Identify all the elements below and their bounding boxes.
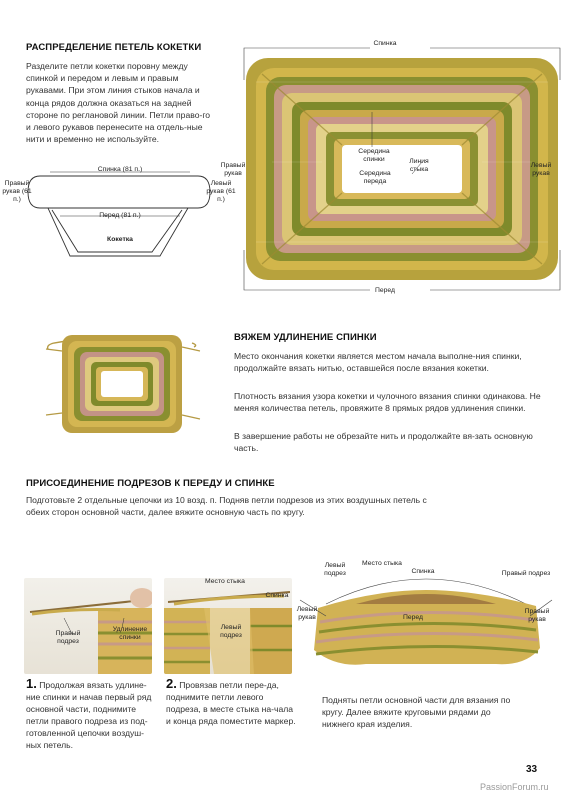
photo5-right-sleeve-label: Правый рукав: [524, 608, 550, 623]
photo5-back-label: Спинка: [411, 568, 435, 575]
photo1-back-center-label: Середина спинки: [358, 148, 390, 163]
photo1-brackets: [230, 40, 575, 300]
photo5-seam-point-label: Место стыка: [362, 560, 402, 567]
section1-paragraph: Разделите петли кокетки поровну между спинкой и передом и левым и правым рукавами. При этом линия стыков начала и конца рядов должна оказаться на задней стороне по реглановой линии. Петли право-го и левого рукавов перенесите на отдель-ные нити и временно не используйте.: [26, 61, 211, 145]
photo5-right-gusset-label: Правый подрез: [501, 570, 551, 577]
caption-step-1: [26, 678, 156, 751]
schematic-yoke-label: Кокетка: [107, 236, 133, 243]
schematic-left-sleeve-label: Левый рукав (61 п.): [206, 180, 236, 203]
section2-paragraph-2: Плотность вязания узора кокетки и чулочного вязания спинки одинакова. Не меняя количества петель, провяжите 8 прямых рядов удлинения спинки.: [234, 391, 541, 414]
section2-paragraph-1: Место окончания кокетки является местом начала выполне-ния спинки, продолжайте вязать нитью, оставшейся после вязания кокетки.: [234, 351, 522, 374]
photo5-left-sleeve-label: Левый рукав: [296, 606, 318, 621]
photo4-left-gusset-label: Левый подрез: [220, 624, 242, 639]
photo4-back-label: Спинка: [265, 592, 289, 599]
schematic-right-sleeve-label: Правый рукав (61 п.): [2, 180, 32, 203]
photo1-front-center-label: Середина переда: [359, 170, 391, 185]
schematic-front-label: Перед (81 п.): [99, 212, 141, 219]
caption-step-3: Подняты петли основной части для вязания по кругу. Далее вяжите круговыми рядами до нижнего края изделия.: [322, 695, 511, 729]
photo1-seam-line-label: Линия стыка: [409, 158, 429, 173]
photo4-seam-point-label: Место стыка: [205, 578, 245, 585]
watermark: PassionForum.ru: [480, 782, 549, 792]
caption-step-1-number: 1.: [26, 676, 37, 691]
page-number: 33: [526, 764, 538, 775]
photo1-front-label: Перед: [374, 287, 396, 294]
section1-heading: РАСПРЕДЕЛЕНИЕ ПЕТЕЛЬ КОКЕТКИ: [26, 42, 202, 53]
photo1-right-sleeve-label: Правый рукав: [220, 162, 246, 177]
photo3-right-gusset-label: Правый подрез: [55, 630, 81, 645]
photo1-left-sleeve-label: Левый рукав: [530, 162, 552, 177]
schematic-back-label: Спинка (81 п.): [97, 166, 143, 173]
caption-step-1-text: Продолжая вязать удлине-ние спинки и начав первый ряд основной части, поднимите петли правого подреза из под-готовленной цепочки воздуш-ных петель.: [26, 680, 152, 750]
caption-step-2-number: 2.: [166, 676, 177, 691]
section2-heading: ВЯЖЕМ УДЛИНЕНИЕ СПИНКИ: [234, 332, 377, 343]
photo5-left-gusset-label: Левый подрез: [324, 562, 346, 577]
photo3-back-extension-label: Удлинение спинки: [112, 626, 148, 641]
photo-back-extension: [44, 323, 200, 443]
caption-step-2-text: Провязав петли пере-да, поднимите петли левого подреза, в месте стыка на-чала и конца ряда поместите маркер.: [166, 680, 296, 726]
caption-step-2: [166, 678, 296, 727]
section3-heading: ПРИСОЕДИНЕНИЕ ПОДРЕЗОВ К ПЕРЕДУ И СПИНКЕ: [26, 478, 275, 489]
yoke-schematic: [0, 160, 240, 280]
section3-paragraph: Подготовьте 2 отдельные цепочки из 10 возд. п. Подняв петли подрезов из этих воздушных петель с обеих сторон основной части, далее вяжите основную часть по кругу.: [26, 495, 427, 518]
section2-paragraph-3: В завершение работы не обрезайте нить и продолжайте вя-зать основную часть.: [234, 431, 533, 454]
photo1-back-label: Спинка: [373, 40, 397, 47]
photo5-front-label: Перед: [402, 614, 424, 621]
